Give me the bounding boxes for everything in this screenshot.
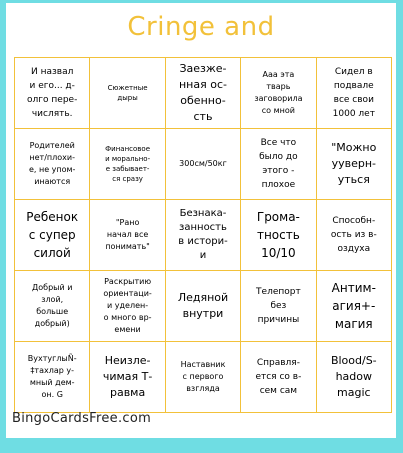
bingo-cell[interactable]: Заезже- нная ос- обенно- сть [166, 58, 241, 129]
bingo-cell[interactable]: Телепорт без причины [241, 271, 316, 342]
bingo-cell[interactable]: Неизле- чимая Т- равма [90, 342, 165, 413]
bingo-cell[interactable]: Грома- тность 10/10 [241, 200, 316, 271]
bingo-card [6, 3, 396, 438]
bingo-cell[interactable]: Ааа эта тварь заговорила со мной [241, 58, 316, 129]
bingo-cell[interactable]: Раскрытию ориентаци- и уделен- о много вр- емени [90, 271, 165, 342]
bingo-grid [14, 57, 392, 413]
bingo-cell[interactable]: Способн- ость из в- оздуха [317, 200, 392, 271]
site-credit: BingoCardsFree.com [12, 411, 152, 426]
bingo-cell[interactable]: Финансовое и морально- е забывает- ся сразу [90, 129, 165, 200]
bingo-cell[interactable]: 300см/50кг [166, 129, 241, 200]
bingo-cell[interactable]: "Можно ууверн- уться [317, 129, 392, 200]
bingo-cell[interactable]: ВухтуглыÑ- ‡тахлар у- мный дем- он. G [15, 342, 90, 413]
bingo-cell[interactable]: Blood/S- hadow magic [317, 342, 392, 413]
bingo-cell[interactable]: Справля- ется со в- сем сам [241, 342, 316, 413]
bingo-cell[interactable]: Антим- агия+- магия [317, 271, 392, 342]
bingo-cell[interactable]: И назвал и его... д- олго пере- числять. [15, 58, 90, 129]
bingo-cell[interactable]: Безнака- занность в истори- и [166, 200, 241, 271]
bingo-cell[interactable]: Ребенок с супер силой [15, 200, 90, 271]
card-title: Cringe and [127, 12, 275, 42]
bingo-cell[interactable]: Наставник с первого взгляда [166, 342, 241, 413]
bingo-cell[interactable]: Добрый и злой, больше добрый) [15, 271, 90, 342]
bingo-cell[interactable]: Ледяной внутри [166, 271, 241, 342]
bingo-cell[interactable]: Родителей нет/плохи- е, не упом- инаются [15, 129, 90, 200]
bingo-cell[interactable]: "Рано начал все понимать" [90, 200, 165, 271]
bingo-cell[interactable]: Все что было до этого - плохое [241, 129, 316, 200]
bingo-cell[interactable]: Сидел в подвале все свои 1000 лет [317, 58, 392, 129]
bingo-cell[interactable]: Сюжетные дыры [90, 58, 165, 129]
